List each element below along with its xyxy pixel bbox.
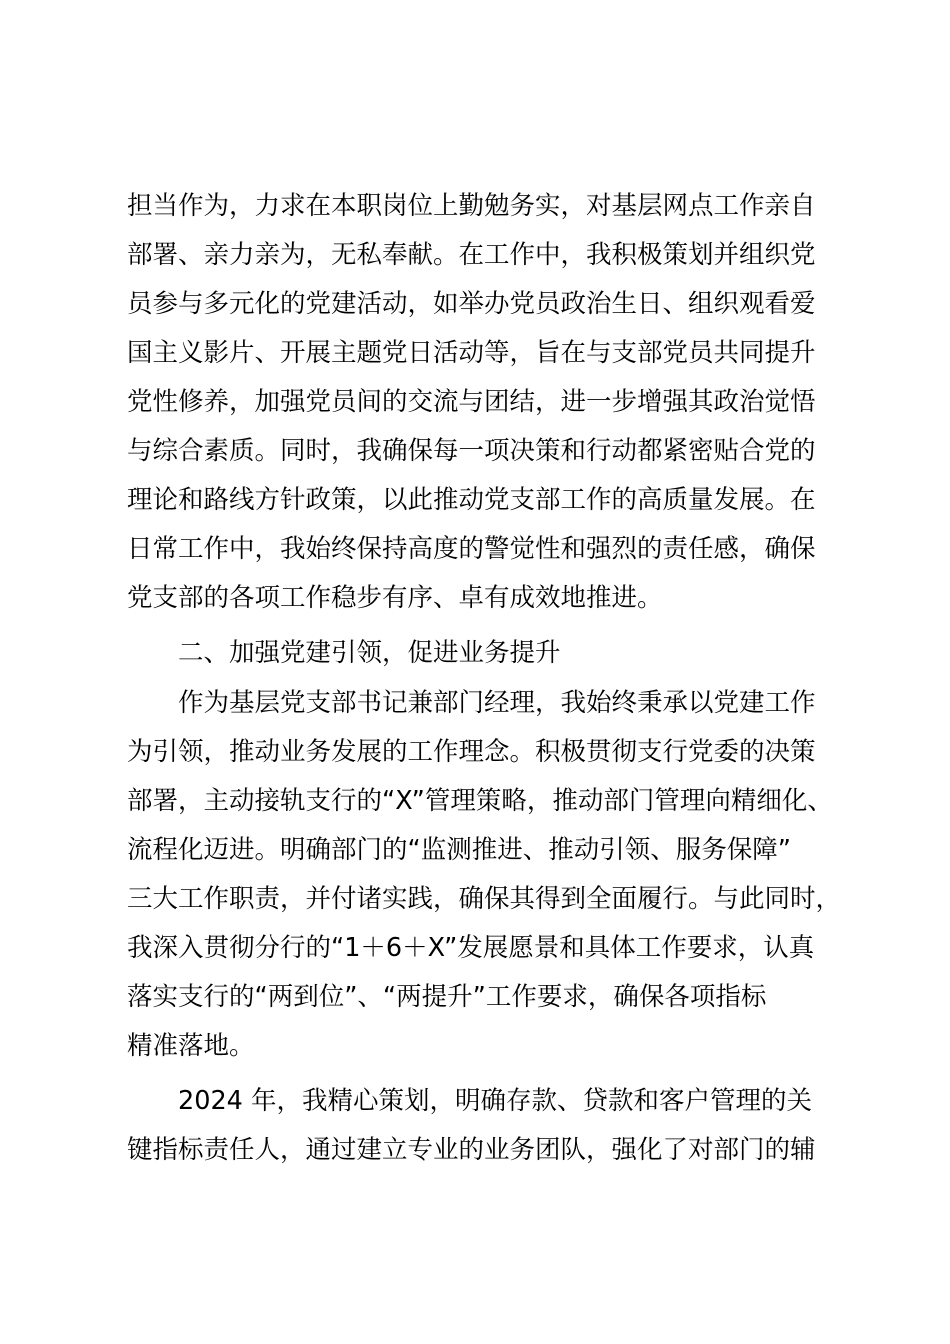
paragraph-line: 党支部的各项工作稳步有序、卓有成效地推进。 <box>127 583 663 613</box>
paragraph-line: 理论和路线方针政策，以此推动党支部工作的高质量发展。在 <box>127 485 816 515</box>
paragraph-line: 与综合素质。同时，我确保每一项决策和行动都紧密贴合党的 <box>127 436 816 466</box>
paragraph-line: 为引领，推动业务发展的工作理念。积极贯彻支行党委的决策 <box>127 737 816 767</box>
paragraph-line: 日常工作中，我始终保持高度的警觉性和强烈的责任感，确保 <box>127 534 816 564</box>
paragraph-line: 三大工作职责，并付诸实践，确保其得到全面履行。与此同时， <box>127 884 842 914</box>
paragraph-line: 部署、亲力亲为，无私奉献。在工作中，我积极策划并组织党 <box>127 240 816 270</box>
paragraph-line: 作为基层党支部书记兼部门经理，我始终秉承以党建工作 <box>178 688 816 718</box>
paragraph-line: 2024 年，我精心策划，明确存款、贷款和客户管理的关 <box>178 1086 813 1116</box>
paragraph-line: 担当作为，力求在本职岗位上勤勉务实，对基层网点工作亲自 <box>127 191 816 221</box>
paragraph-line: 员参与多元化的党建活动，如举办党员政治生日、组织观看爱 <box>127 289 816 319</box>
paragraph-line: 国主义影片、开展主题党日活动等，旨在与支部党员共同提升 <box>127 338 816 368</box>
section-heading: 二、加强党建引领，促进业务提升 <box>178 638 561 668</box>
paragraph-line: 精准落地。 <box>127 1031 255 1061</box>
paragraph-line: 流程化迈进。明确部门的“监测推进、推动引领、服务保障” <box>127 835 791 865</box>
paragraph-line: 键指标责任人，通过建立专业的业务团队，强化了对部门的辅 <box>127 1135 816 1165</box>
paragraph-line: 部署，主动接轨支行的“X”管理策略，推动部门管理向精细化、 <box>127 786 833 816</box>
paragraph-line: 党性修养，加强党员间的交流与团结，进一步增强其政治觉悟 <box>127 387 816 417</box>
paragraph-line: 我深入贯彻分行的“1＋6＋X”发展愿景和具体工作要求，认真 <box>127 933 815 963</box>
paragraph-line: 落实支行的“两到位”、“两提升”工作要求，确保各项指标 <box>127 982 767 1012</box>
